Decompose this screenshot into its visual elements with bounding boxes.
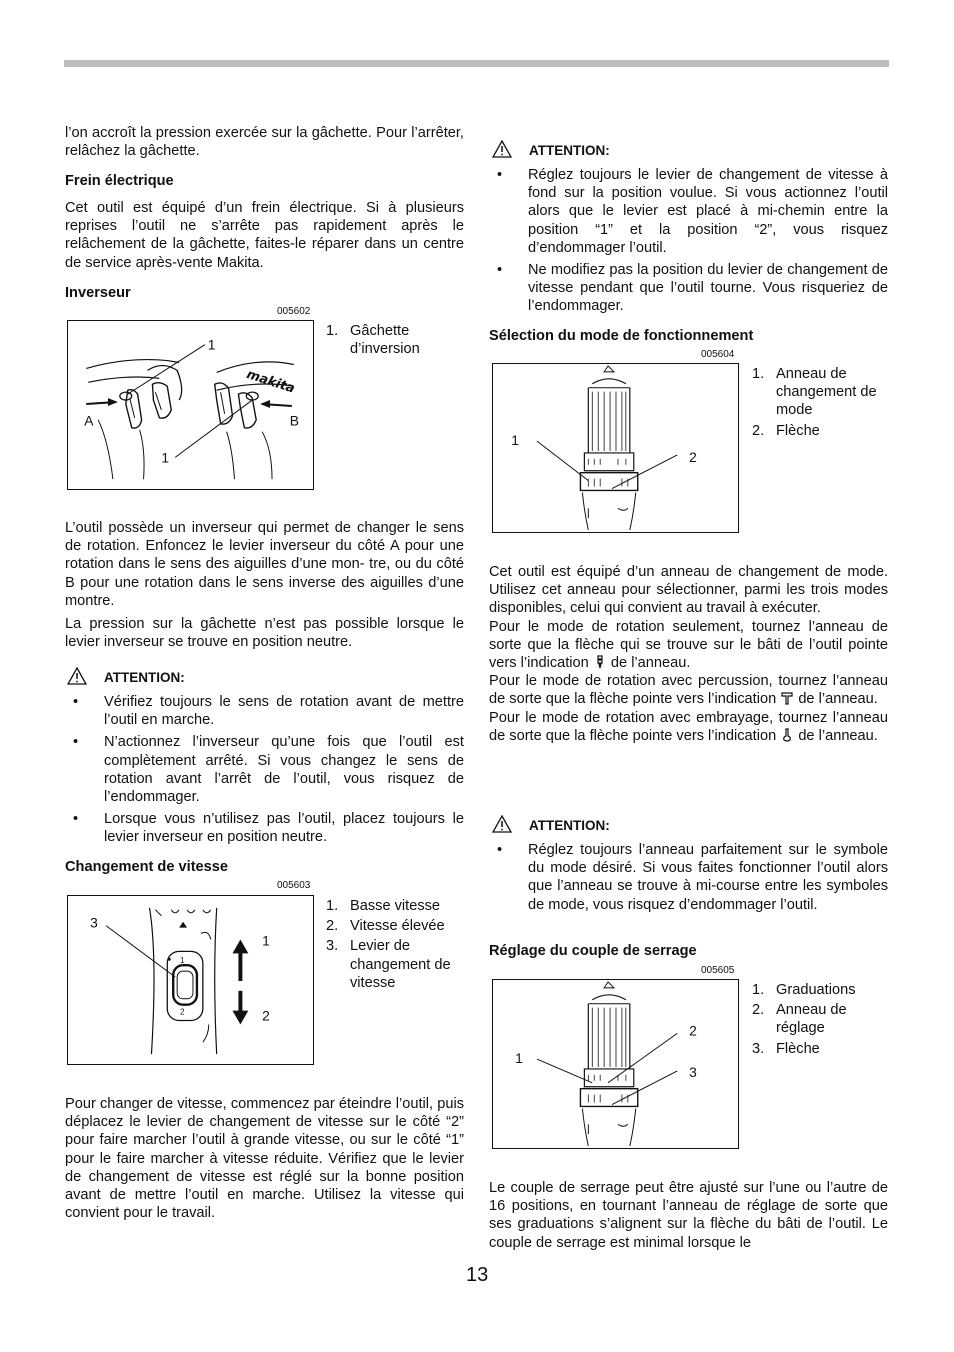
callout-1: 1 (511, 432, 519, 449)
section-title-frein: Frein électrique (65, 173, 174, 189)
hammer-mode-icon (780, 691, 794, 705)
frein-paragraph: Cet outil est équipé d’un frein électrique. Si à plusieurs reprises l’outil ne s’arrête pas rapidement après le relâchement de la gâchette, faites-le réparer dans un centre de service après-vente Makita. (65, 200, 464, 271)
couple-figure (492, 979, 739, 1149)
legend-item: 3. Flèche (752, 1040, 820, 1057)
callout-3: 3 (689, 1063, 697, 1080)
mode-attention-list (489, 841, 888, 918)
legend-item: 2. Flèche (752, 422, 820, 439)
inverseur-legend (326, 322, 464, 360)
legend-item: 2. Vitesse élevée (326, 918, 445, 935)
warning-icon (492, 140, 512, 158)
callout-1: 1 (262, 932, 270, 949)
attention-heading-2: ATTENTION: (492, 143, 692, 161)
list-item: • Réglez toujours l’anneau parfaitement sur le symbole du mode désiré. Si vous faites fonctionner l’outil alors que l’anneau se trouve à mi-course entre les symboles de mode, vous risquez d’endommager l’outil. (497, 842, 888, 913)
couple-legend (752, 981, 890, 1060)
couple-drawing (493, 980, 738, 1148)
lever-label-1: 1 (180, 956, 185, 966)
vitesse-paragraph: Pour changer de vitesse, commencez par éteindre l’outil, puis déplacez le levier de changement de vitesse sur le côté “2” pour faire marcher l’outil à grande vitesse, ou sur le côté “1” pour le faire marcher à vitesse réduite. Vérifiez que le levier de changement de vitesse est réglé sur la bonne position avant de mettre l’outil en marche. Utilisez la vitesse qui convient pour le travail. (65, 1096, 464, 1222)
legend-item: 2. Anneau de réglage (752, 1002, 847, 1037)
callout-2: 2 (689, 448, 697, 465)
vitesse-drawing (68, 896, 313, 1064)
callout-1: 1 (515, 1050, 523, 1067)
page-number: 13 (466, 1264, 489, 1286)
legend-item: 1. Gâchette d’inversion (326, 323, 420, 358)
figure-id: 005603 (277, 880, 311, 891)
list-item: • Lorsque vous n’utilisez pas l’outil, placez toujours le levier inverseur en position neutre. (73, 811, 464, 846)
lever-label-2: 2 (180, 1007, 185, 1017)
vitesse-attention-list (489, 166, 888, 320)
figure-id: 005604 (701, 349, 735, 360)
intro-paragraph: l’on accroît la pression exercée sur la gâchette. Pour l’arrêter, relâchez la gâchette. (65, 125, 464, 160)
list-item: • Réglez toujours le levier de changement de vitesse à fond sur la position voulue. Si vous actionnez l’outil alors que le levier est placé à mi-chemin entre la position “1” et la position “2”, vous risquez d’endommager l’outil. (497, 167, 888, 256)
vitesse-legend (326, 897, 464, 994)
clutch-mode-icon (780, 728, 794, 742)
inverseur-paragraph-2: La pression sur la gâchette n’est pas possible lorsque le levier inverseur se trouve en position neutre. (65, 616, 464, 651)
inverseur-figure (67, 320, 314, 490)
header-rule (64, 60, 889, 67)
legend-item: 1. Anneau de changement de mode (752, 366, 877, 419)
callout-1-bottom: 1 (161, 449, 170, 466)
callout-a: A (84, 412, 94, 429)
list-item: • Ne modifiez pas la position du levier de changement de vitesse pendant que l’outil tourne. Vous risqueriez de l’endommager. (497, 262, 888, 315)
warning-icon (67, 667, 87, 685)
list-item: • N’actionnez l’inverseur qu’une fois que l’outil est complètement arrêté. Si vous changez le sens de rotation avant l’arrêt de l’outil, vous risquez de l’endommager. (73, 734, 464, 806)
section-title-couple: Réglage du couple de serrage (489, 943, 697, 959)
legend-item: 1. Graduations (752, 982, 856, 998)
section-title-mode: Sélection du mode de fonctionnement (489, 328, 754, 344)
warning-icon (492, 815, 512, 833)
callout-3: 3 (90, 914, 98, 931)
vitesse-figure (67, 895, 314, 1065)
figure-id: 005602 (277, 306, 311, 317)
callout-2: 2 (689, 1022, 697, 1039)
mode-paragraph-1: Cet outil est équipé d’un anneau de changement de mode. Utilisez cet anneau pour sélectionner, parmi les trois modes disponibles, celui qui convient au travail à exécuter. (489, 564, 888, 617)
couple-paragraph: Le couple de serrage peut être ajusté sur l’une ou l’autre de 16 positions, en tournant l’anneau de réglage de sorte que ses graduations s’alignent sur la flèche du bâti de l’outil. Le couple de serrage est minimal lorsque le (489, 1180, 888, 1251)
callout-2: 2 (262, 1007, 270, 1024)
attention-heading-3: ATTENTION: (492, 818, 692, 836)
inverseur-drawing (68, 321, 313, 489)
mode-text-block (489, 563, 888, 745)
mode-paragraph-2: Pour le mode de rotation seulement, tournez l’anneau de sorte que la flèche qui se trouve sur le bâti de l’outil pointe vers l’indication de l’anneau. (489, 618, 888, 672)
mode-paragraph-3: Pour le mode de rotation avec percussion, tournez l’anneau de sorte que la flèche pointe vers l’indication de l’anneau. (489, 673, 888, 708)
callout-b: B (289, 412, 300, 429)
mode-drawing (493, 364, 738, 532)
mode-figure (492, 363, 739, 533)
mode-paragraph-4: Pour le mode de rotation avec embrayage, tournez l’anneau de sorte que la flèche pointe vers l’indication de l’anneau. (489, 709, 888, 744)
section-title-inverseur: Inverseur (65, 285, 131, 301)
mode-legend (752, 365, 890, 442)
drill-mode-icon (593, 655, 607, 669)
inverseur-attention-list (65, 693, 464, 851)
figure-id: 005605 (701, 965, 735, 976)
inverseur-paragraph-1: L’outil possède un inverseur qui permet de changer le sens de rotation. Enfoncez le levier inverseur du côté A pour une rotation dans le sens des aiguilles d’une mon- tre, ou du côté B pour une rotation dans le sens inverse des aiguilles d’une montre. (65, 520, 464, 609)
section-title-vitesse: Changement de vitesse (65, 859, 229, 875)
list-item: • Vérifiez toujours le sens de rotation avant de mettre l’outil en marche. (73, 694, 464, 729)
legend-item: 3. Levier de changement de vitesse (326, 938, 451, 991)
legend-item: 1. Basse vitesse (326, 898, 441, 914)
brand-logo: makita (244, 367, 297, 397)
callout-1-top: 1 (207, 336, 216, 353)
attention-heading-1: ATTENTION: (67, 670, 267, 688)
